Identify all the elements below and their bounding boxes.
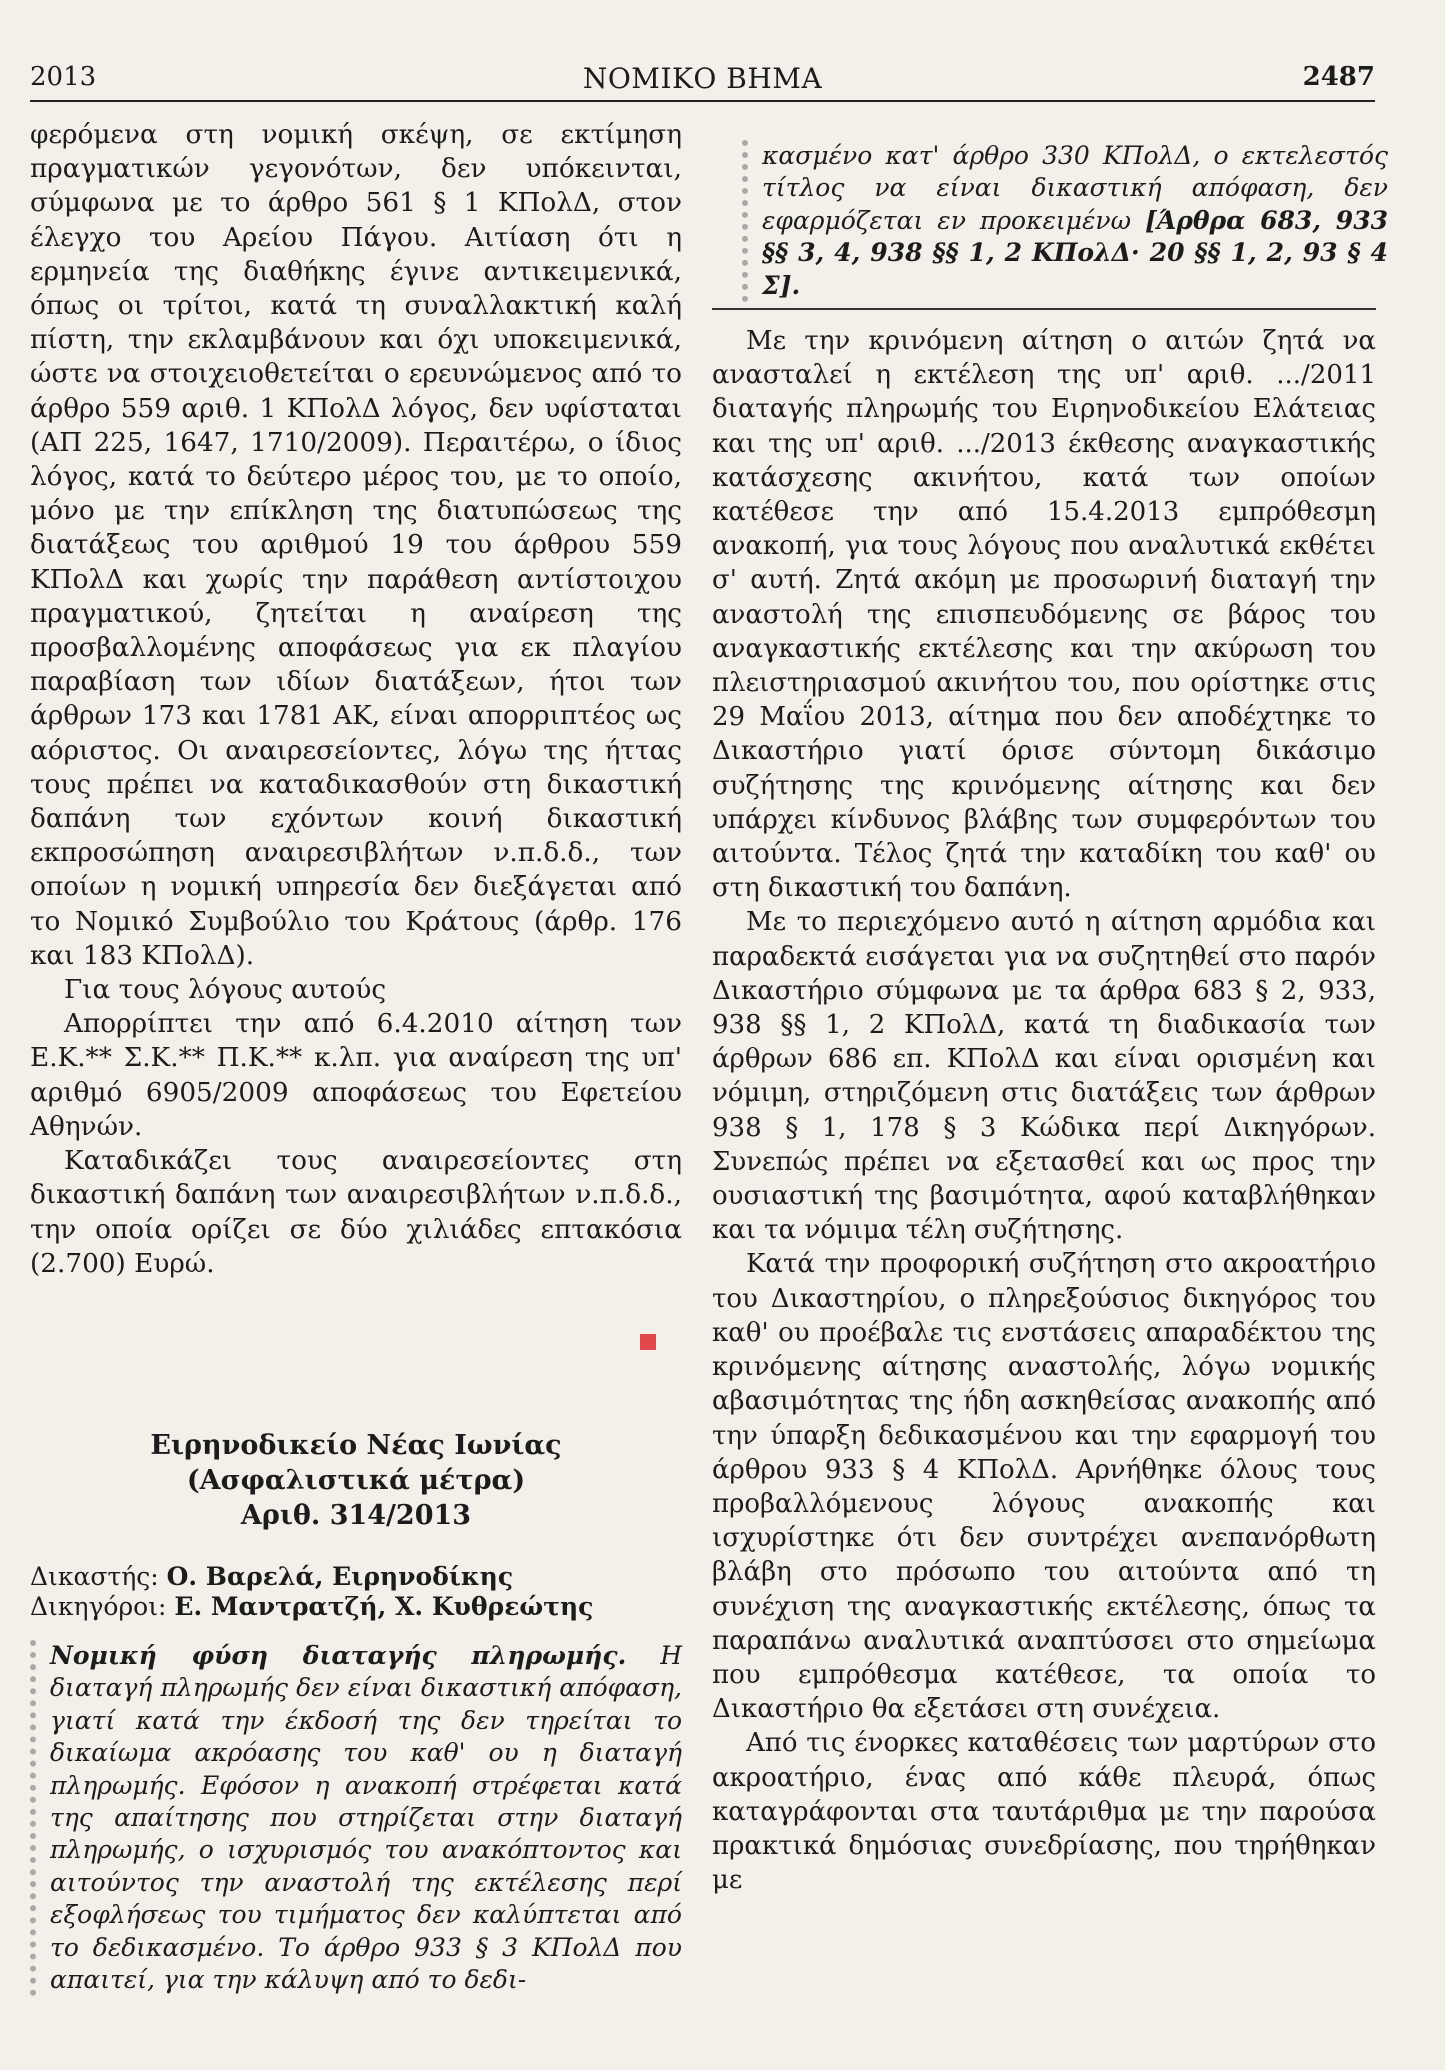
right-column	[712, 324, 1376, 1897]
case-heading	[30, 1428, 682, 1533]
case-court: Ειρηνοδικείο Νέας Ιωνίας	[150, 1430, 562, 1461]
left-paragraph-4: Καταδικάζει τους αναιρεσείοντες στη δικαστική δαπάνη των αναιρεσιβλήτων ν.π.δ.δ., την οποία ορίζει σε δύο χιλιάδες επτακόσια (2.700) Ευρώ.	[30, 1146, 682, 1279]
header-journal-title: ΝΟΜΙΚΟ ΒΗΜΑ	[582, 62, 823, 95]
abstract-text: Η διαταγή πληρωμής δεν είναι δικαστική απόφαση, γιατί κατά την έκδοσή της δεν τηρείται το δικαίωμα ακρόασης του καθ' ου η διαταγή πληρωμής. Εφόσον η ανακοπή στρέφεται κατά της απαίτησης που στηρίζεται στην διαταγή πληρωμής, ο ισχυρισμός του ανακόπτοντος και αιτούντος την αναστολή της εκτέλεσης περί εξοφλήσεως του τιμήματος δεν καλύπτεται από το δεδικασμένο. Το άρθρο 933 § 3 ΚΠολΔ που απαιτεί, για την κάλυψη από το δεδι-	[50, 1641, 683, 1995]
left-paragraph-3: Απορρίπτει την από 6.4.2010 αίτηση των Ε.Κ.** Σ.Κ.** Π.Κ.** κ.λπ. για αναίρεση της υπ' αριθμό 6905/2009 αποφάσεως του Εφετείου Αθηνών.	[30, 1009, 682, 1142]
judge-name: Ο. Βαρελά, Ειρηνοδίκης	[166, 1562, 514, 1591]
judge-line	[30, 1562, 682, 1592]
abstract-divider	[712, 308, 1376, 310]
left-column	[30, 118, 682, 1281]
lawyers-label: Δικηγόροι:	[30, 1592, 167, 1621]
header-year: 2013	[30, 62, 97, 92]
end-marker-square	[640, 1334, 656, 1350]
case-subject: (Ασφαλιστικά μέτρα)	[186, 1465, 526, 1496]
case-number: Αριθ. 314/2013	[240, 1500, 472, 1531]
page-header	[30, 56, 1375, 102]
case-abstract	[30, 1640, 682, 1996]
right-paragraph-3: Κατά την προφορική συζήτηση στο ακροατήριο του Δικαστηρίου, ο πληρεξούσιος δικηγόρος του καθ' ου προέβαλε τις ενστάσεις απαραδέκτου της κρινόμενης αίτησης αναστολής, λόγω νομικής αβασιμότητας της ήδη ασκηθείσας ανακοπής από την ύπαρξη δεδικασμένου και την εφαρμογή του άρθρου 933 § 4 ΚΠολΔ. Αρνήθηκε όλους τους προβαλλόμενους λόγους ανακοπής και ισχυρίστηκε ότι δεν συντρέχει ανεπανόρθωτη βλάβη στο πρόσωπο του αιτούντα από τη συνέχιση της αναγκαστικής εκτέλεσης, όπως τα παραπάνω αναλυτικά αναπτύσσει στο σημείωμα που εμπρόθεσμα κατέθεσε, τα οποία το Δικαστήριο θα εξετάσει στη συνέχεια.	[712, 1249, 1376, 1725]
abstract-references: [Άρθρα 683, 933 §§ 3, 4, 938 §§ 1, 2 ΚΠολΔ· 20 §§ 1, 2, 93 § 4 Σ].	[762, 205, 1388, 300]
abstract-keyword: Νομική φύση διαταγής πληρωμής.	[50, 1641, 627, 1670]
judge-label: Δικαστής:	[30, 1562, 159, 1591]
right-paragraph-2: Με το περιεχόμενο αυτό η αίτηση αρμόδια και παραδεκτά εισάγεται για να συζητηθεί στο παρόν Δικαστήριο σύμφωνα με τα άρθρα 683 § 2, 933, 938 §§ 1, 2 ΚΠολΔ, κατά τη διαδικασία των άρθρων 686 επ. ΚΠολΔ και είναι ορισμένη και νόμιμη, στηριζόμενη στις διατάξεις των άρθρων 938 § 1, 178 § 3 Κώδικα περί Δικηγόρων. Συνεπώς πρέπει να εξετασθεί και ως προς την ουσιαστική της βασιμότητα, αφού καταβλήθηκαν και τα νόμιμα τέλη συζήτησης.	[712, 907, 1376, 1246]
lawyers-line	[30, 1592, 682, 1622]
abstract-continued-text: κασμένο κατ' άρθρο 330 ΚΠολΔ, ο εκτελεστός τίτλος να είναι δικαστική απόφαση, δεν εφαρμόζεται εν προκειμένω	[762, 141, 1388, 235]
left-paragraph-2: Για τους λόγους αυτούς	[64, 975, 387, 1006]
right-paragraph-4: Από τις ένορκες καταθέσεις των μαρτύρων στο ακροατήριο, ένας από κάθε πλευρά, όπως καταγράφονται στα ταυτάριθμα με την παρούσα πρακτικά δημόσιας συνεδρίασης, που τηρήθηκαν με	[712, 1728, 1376, 1896]
header-page-number: 2487	[1302, 62, 1375, 92]
left-paragraph-1: φερόμενα στη νομική σκέψη, σε εκτίμηση πραγματικών γεγονότων, δεν υπόκεινται, σύμφωνα με το άρθρο 561 § 1 ΚΠολΔ, στον έλεγχο του Αρείου Πάγου. Αιτίαση ότι η ερμηνεία της διαθήκης έγινε αντικειμενικά, όπως οι τρίτοι, κατά τη συναλλακτική καλή πίστη, την εκλαμβάνουν και όχι υποκειμενικά, ώστε να στοιχειοθετείται ο ερευνώμενος από το άρθρο 559 αριθ. 1 ΚΠολΔ λόγος, δεν υφίσταται (ΑΠ 225, 1647, 1710/2009). Περαιτέρω, ο ίδιος λόγος, κατά το δεύτερο μέρος του, με το οποίο, μόνο με την επίκληση της διατυπώσεως της διατάξεως του αριθμού 19 του άρθρου 559 ΚΠολΔ και χωρίς την παράθεση αντίστοιχου πραγματικού, ζητείται η αναίρεση της προσβαλλομένης αποφάσεως για εκ πλαγίου παραβίαση των ιδίων διατάξεων, ήτοι των άρθρων 173 και 1781 ΑΚ, είναι απορριπτέος ως αόριστος. Οι αναιρεσείοντες, λόγω της ήττας τους πρέπει να καταδικασθούν στη δικαστική δαπάνη των εχόντων κοινή δικαστική εκπροσώπηση αναιρεσιβλήτων ν.π.δ.δ., των οποίων η νομική υπηρεσία δεν διεξάγεται από το Νομικό Συμβούλιο του Κράτους (άρθρ. 176 και 183 ΚΠολΔ).	[30, 120, 682, 971]
case-abstract-continued	[742, 140, 1388, 302]
lawyers-names: Ε. Μαντρατζή, Χ. Κυθρεώτης	[174, 1592, 594, 1621]
right-paragraph-1: Με την κρινόμενη αίτηση ο αιτών ζητά να ανασταλεί η εκτέλεση της υπ' αριθ. .../2011 διαταγής πληρωμής του Ειρηνοδικείου Ελάτειας και της υπ' αριθ. .../2013 έκθεσης αναγκαστικής κατάσχεσης ακινήτου, κατά των οποίων κατέθεσε την από 15.4.2013 εμπρόθεσμη ανακοπή, για τους λόγους που αναλυτικά εκθέτει σ' αυτή. Ζητά ακόμη με προσωρινή διαταγή την αναστολή της επισπευδόμενης σε βάρος του αναγκαστικής εκτέλεσης και την ακύρωση του πλειστηριασμού ακινήτου του, που ορίστηκε στις 29 Μαΐου 2013, αίτημα που δεν αποδέχτηκε το Δικαστήριο γιατί όρισε σύντομη δικάσιμο συζήτησης της κρινόμενης αίτησης και δεν υπάρχει κίνδυνος βλάβης των συμφερόντων του αιτούντα. Τέλος ζητά την καταδίκη του καθ' ου στη δικαστική του δαπάνη.	[712, 326, 1376, 904]
case-participants	[30, 1562, 682, 1622]
